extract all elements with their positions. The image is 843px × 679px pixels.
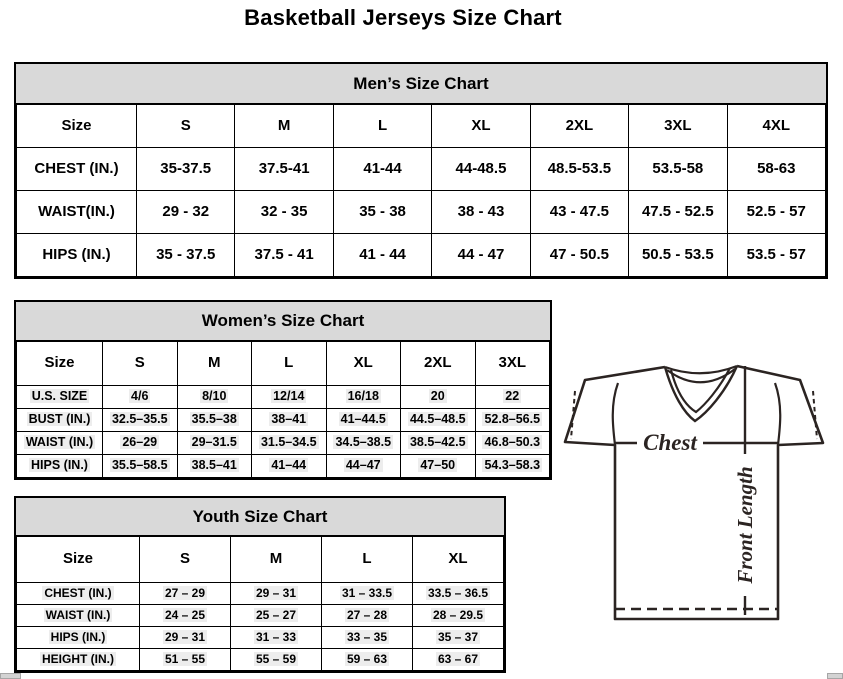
mens-size-cell: 37.5-41 bbox=[235, 148, 333, 191]
mens-size-cell: 29 - 32 bbox=[137, 191, 235, 234]
womens-size-cell: 44.5–48.5 bbox=[401, 409, 476, 432]
womens-table-row bbox=[17, 409, 550, 432]
womens-size-cell: 41–44 bbox=[252, 455, 327, 478]
womens-size-cell: 38.5–41 bbox=[177, 455, 252, 478]
womens-size-cell: 4/6 bbox=[103, 386, 178, 409]
mens-size-cell: 43 - 47.5 bbox=[530, 191, 628, 234]
womens-size-cell: 32.5–35.5 bbox=[103, 409, 178, 432]
youth-size-cell: 35 – 37 bbox=[413, 627, 504, 649]
womens-size-chart-section bbox=[14, 300, 552, 480]
womens-size-cell: 38.5–42.5 bbox=[401, 432, 476, 455]
horizontal-scrollbar-thumb[interactable] bbox=[0, 673, 21, 679]
youth-column-header: XL bbox=[413, 537, 504, 583]
youth-table-row bbox=[17, 583, 504, 605]
youth-size-chart-section bbox=[14, 496, 506, 673]
womens-chart-title: Women’s Size Chart bbox=[16, 302, 550, 341]
mens-size-cell: 44-48.5 bbox=[432, 148, 530, 191]
mens-size-cell: 52.5 - 57 bbox=[727, 191, 825, 234]
mens-size-chart-section bbox=[14, 62, 828, 279]
mens-column-header: L bbox=[333, 105, 431, 148]
youth-size-cell: 29 – 31 bbox=[140, 627, 231, 649]
jersey-measurement-diagram bbox=[558, 353, 843, 633]
armhole-seam-right bbox=[775, 383, 780, 445]
mens-size-table bbox=[16, 104, 826, 277]
youth-table-row bbox=[17, 605, 504, 627]
womens-size-cell: 35.5–38 bbox=[177, 409, 252, 432]
womens-size-cell: 8/10 bbox=[177, 386, 252, 409]
horizontal-scrollbar-end[interactable] bbox=[827, 673, 843, 679]
youth-size-cell: 27 – 28 bbox=[322, 605, 413, 627]
womens-size-table bbox=[16, 341, 550, 478]
mens-size-cell: 47 - 50.5 bbox=[530, 234, 628, 277]
armhole-seam-left bbox=[613, 383, 618, 445]
youth-column-header: M bbox=[231, 537, 322, 583]
womens-size-cell: 47–50 bbox=[401, 455, 476, 478]
womens-row-label: WAIST (IN.) bbox=[17, 432, 103, 455]
mens-column-header: S bbox=[137, 105, 235, 148]
womens-size-cell: 29–31.5 bbox=[177, 432, 252, 455]
youth-size-cell: 25 – 27 bbox=[231, 605, 322, 627]
womens-column-header: XL bbox=[326, 342, 401, 386]
mens-size-cell: 50.5 - 53.5 bbox=[629, 234, 727, 277]
womens-size-cell: 34.5–38.5 bbox=[326, 432, 401, 455]
womens-size-cell: 16/18 bbox=[326, 386, 401, 409]
youth-size-cell: 31 – 33 bbox=[231, 627, 322, 649]
collar-arc-outer bbox=[665, 366, 737, 373]
mens-size-cell: 48.5-53.5 bbox=[530, 148, 628, 191]
womens-size-cell: 35.5–58.5 bbox=[103, 455, 178, 478]
womens-row-label: U.S. SIZE bbox=[17, 386, 103, 409]
youth-size-cell: 33 – 35 bbox=[322, 627, 413, 649]
womens-header-row bbox=[17, 342, 550, 386]
youth-size-cell: 28 – 29.5 bbox=[413, 605, 504, 627]
mens-size-cell: 47.5 - 52.5 bbox=[629, 191, 727, 234]
mens-size-cell: 35-37.5 bbox=[137, 148, 235, 191]
mens-size-cell: 44 - 47 bbox=[432, 234, 530, 277]
mens-row-label: WAIST(IN.) bbox=[17, 191, 137, 234]
womens-column-header: S bbox=[103, 342, 178, 386]
youth-row-label: CHEST (IN.) bbox=[17, 583, 140, 605]
youth-row-label: HIPS (IN.) bbox=[17, 627, 140, 649]
mens-column-header: 2XL bbox=[530, 105, 628, 148]
youth-size-cell: 51 – 55 bbox=[140, 649, 231, 671]
mens-table-row bbox=[17, 148, 826, 191]
womens-table-row bbox=[17, 386, 550, 409]
youth-header-row bbox=[17, 537, 504, 583]
youth-column-header: Size bbox=[17, 537, 140, 583]
mens-size-cell: 38 - 43 bbox=[432, 191, 530, 234]
mens-column-header: M bbox=[235, 105, 333, 148]
mens-size-cell: 53.5-58 bbox=[629, 148, 727, 191]
womens-row-label: BUST (IN.) bbox=[17, 409, 103, 432]
youth-size-table bbox=[16, 536, 504, 671]
youth-size-cell: 31 – 33.5 bbox=[322, 583, 413, 605]
chest-label: Chest bbox=[643, 430, 697, 455]
womens-size-cell: 54.3–58.3 bbox=[475, 455, 550, 478]
youth-size-cell: 24 – 25 bbox=[140, 605, 231, 627]
womens-column-header: L bbox=[252, 342, 327, 386]
youth-chart-title: Youth Size Chart bbox=[16, 498, 504, 536]
mens-size-cell: 58-63 bbox=[727, 148, 825, 191]
youth-size-cell: 33.5 – 36.5 bbox=[413, 583, 504, 605]
womens-size-cell: 31.5–34.5 bbox=[252, 432, 327, 455]
mens-size-cell: 41-44 bbox=[333, 148, 431, 191]
youth-row-label: HEIGHT (IN.) bbox=[17, 649, 140, 671]
womens-column-header: Size bbox=[17, 342, 103, 386]
youth-table-row bbox=[17, 649, 504, 671]
womens-size-cell: 52.8–56.5 bbox=[475, 409, 550, 432]
womens-column-header: 3XL bbox=[475, 342, 550, 386]
womens-table-row bbox=[17, 455, 550, 478]
mens-size-cell: 35 - 37.5 bbox=[137, 234, 235, 277]
mens-column-header: 3XL bbox=[629, 105, 727, 148]
front-length-label: Front Length bbox=[733, 466, 757, 584]
youth-size-cell: 27 – 29 bbox=[140, 583, 231, 605]
jersey-outline bbox=[565, 366, 823, 619]
youth-size-cell: 59 – 63 bbox=[322, 649, 413, 671]
youth-size-cell: 63 – 67 bbox=[413, 649, 504, 671]
mens-row-label: HIPS (IN.) bbox=[17, 234, 137, 277]
mens-table-row bbox=[17, 234, 826, 277]
womens-column-header: M bbox=[177, 342, 252, 386]
youth-size-cell: 29 – 31 bbox=[231, 583, 322, 605]
womens-size-cell: 46.8–50.3 bbox=[475, 432, 550, 455]
mens-size-cell: 41 - 44 bbox=[333, 234, 431, 277]
mens-size-cell: 37.5 - 41 bbox=[235, 234, 333, 277]
womens-column-header: 2XL bbox=[401, 342, 476, 386]
youth-table-row bbox=[17, 627, 504, 649]
womens-row-label: HIPS (IN.) bbox=[17, 455, 103, 478]
womens-size-cell: 12/14 bbox=[252, 386, 327, 409]
womens-size-cell: 38–41 bbox=[252, 409, 327, 432]
mens-column-header: 4XL bbox=[727, 105, 825, 148]
mens-size-cell: 35 - 38 bbox=[333, 191, 431, 234]
page-title: Basketball Jerseys Size Chart bbox=[244, 5, 562, 30]
mens-chart-title: Men’s Size Chart bbox=[16, 64, 826, 104]
mens-header-row bbox=[17, 105, 826, 148]
womens-size-cell: 20 bbox=[401, 386, 476, 409]
womens-size-cell: 41–44.5 bbox=[326, 409, 401, 432]
mens-table-row bbox=[17, 191, 826, 234]
youth-size-cell: 55 – 59 bbox=[231, 649, 322, 671]
womens-size-cell: 22 bbox=[475, 386, 550, 409]
mens-column-header: XL bbox=[432, 105, 530, 148]
mens-row-label: CHEST (IN.) bbox=[17, 148, 137, 191]
youth-column-header: S bbox=[140, 537, 231, 583]
youth-column-header: L bbox=[322, 537, 413, 583]
womens-table-row bbox=[17, 432, 550, 455]
womens-size-cell: 26–29 bbox=[103, 432, 178, 455]
youth-row-label: WAIST (IN.) bbox=[17, 605, 140, 627]
womens-size-cell: 44–47 bbox=[326, 455, 401, 478]
mens-column-header: Size bbox=[17, 105, 137, 148]
mens-size-cell: 53.5 - 57 bbox=[727, 234, 825, 277]
mens-size-cell: 32 - 35 bbox=[235, 191, 333, 234]
